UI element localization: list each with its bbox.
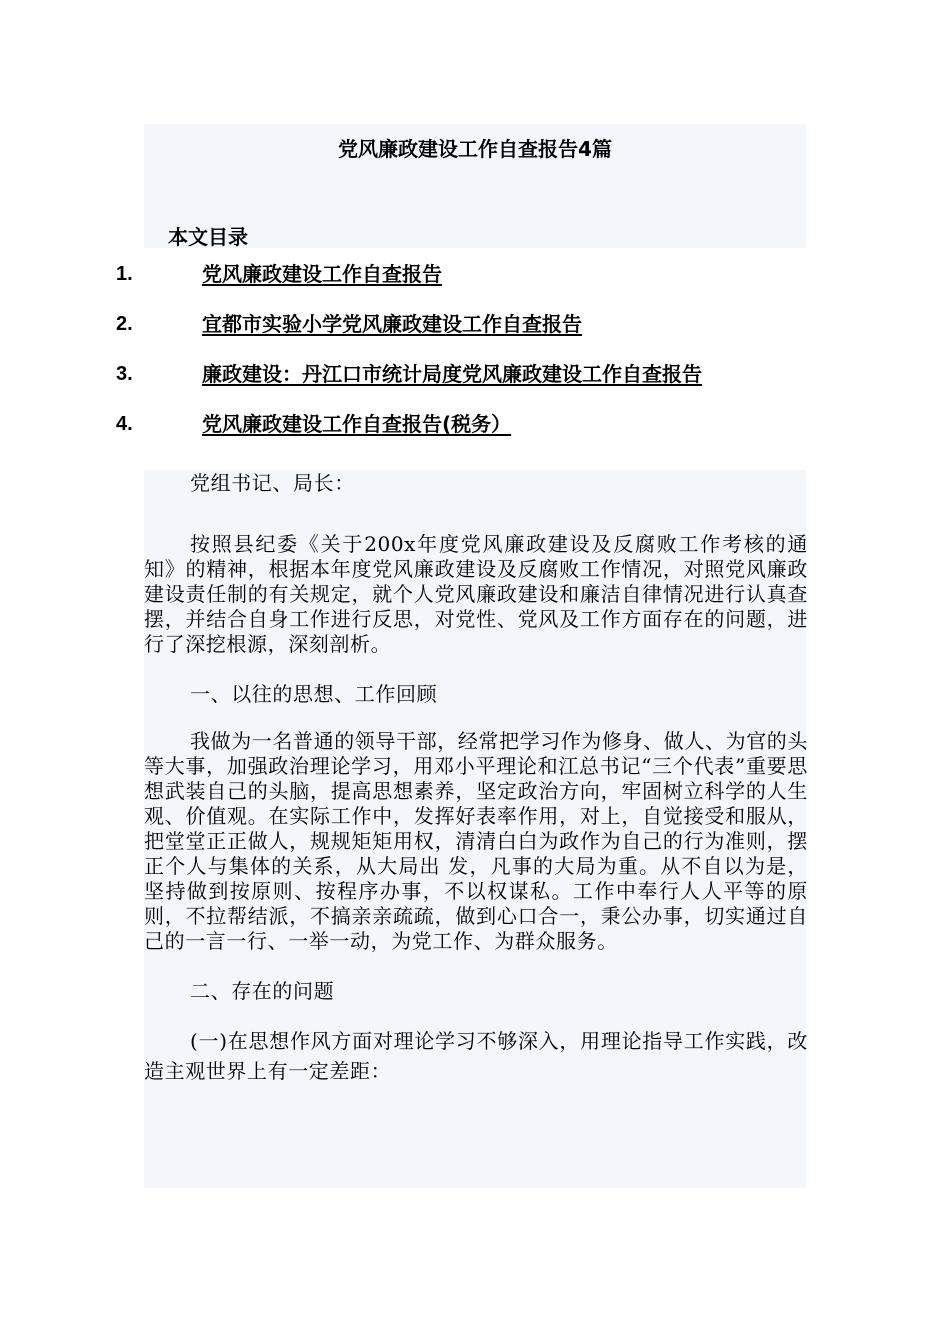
table-of-contents — [0, 258, 950, 458]
toc-item-number: 3. — [116, 363, 133, 385]
toc-item — [0, 408, 950, 458]
section-paragraph: 我做为一名普通的领导干部，经常把学习作为修身、做人、为官的头等大事，加强政治理论学习，用邓小平理论和江总书记“三个代表”重要思想武装自己的头脑，提高思想素养，坚定政治方向，牢固树立科学的人生观、价值观。在实际工作中，发挥好表率作用，对上，自觉接受和服从，把堂堂正正做人，规规矩矩用权，清清白白为政作为自己的行为准则，摆正个人与集体的关系，从大局出 发，凡事的大局为重。从不自以为是，坚持做到按原则、按程序办事，不以权谋私。工作中奉行人人平等的原则，不拉帮结派，不搞亲亲疏疏，做到心口合一，秉公办事，切实通过自己的一言一行、一举一动，为党工作、为群众服务。 — [144, 729, 808, 953]
document-title: 党风廉政建设工作自查报告4篇 — [338, 137, 612, 161]
toc-heading: 本文目录 — [168, 225, 248, 249]
toc-item-number: 1. — [116, 263, 133, 285]
toc-item-number: 2. — [116, 313, 133, 335]
subsection-paragraph: (一)在思想作风方面对理论学习不够深入，用理论指导工作实践，改造主观世界上有一定差距： — [144, 1029, 808, 1083]
toc-item — [0, 308, 950, 358]
toc-link[interactable]: 宜都市实验小学党风廉政建设工作自查报告 — [202, 312, 582, 336]
salutation: 党组书记、局长： — [190, 471, 355, 495]
toc-link[interactable]: 廉政建设：丹江口市统计局度党风廉政建设工作自查报告 — [202, 362, 702, 386]
intro-paragraph: 按照县纪委《关于200x年度党风廉政建设及反腐败工作考核的通知》的精神，根据本年度党风廉政建设及反腐败工作情况，对照党风廉政建设责任制的有关规定，就个人党风廉政建设和廉洁自律情况进行认真查摆，并结合自身工作进行反思，对党性、党风及工作方面存在的问题，进行了深挖根源，深刻剖析。 — [144, 532, 808, 656]
section-heading: 一、以往的思想、工作回顾 — [190, 682, 438, 706]
section-heading: 二、存在的问题 — [190, 979, 335, 1003]
toc-item — [0, 258, 950, 308]
toc-item-number: 4. — [116, 413, 133, 435]
toc-link[interactable]: 党风廉政建设工作自查报告 — [202, 262, 442, 286]
report-body — [144, 468, 808, 1086]
toc-item — [0, 358, 950, 408]
toc-link[interactable]: 党风廉政建设工作自查报告(税务） — [202, 412, 512, 436]
